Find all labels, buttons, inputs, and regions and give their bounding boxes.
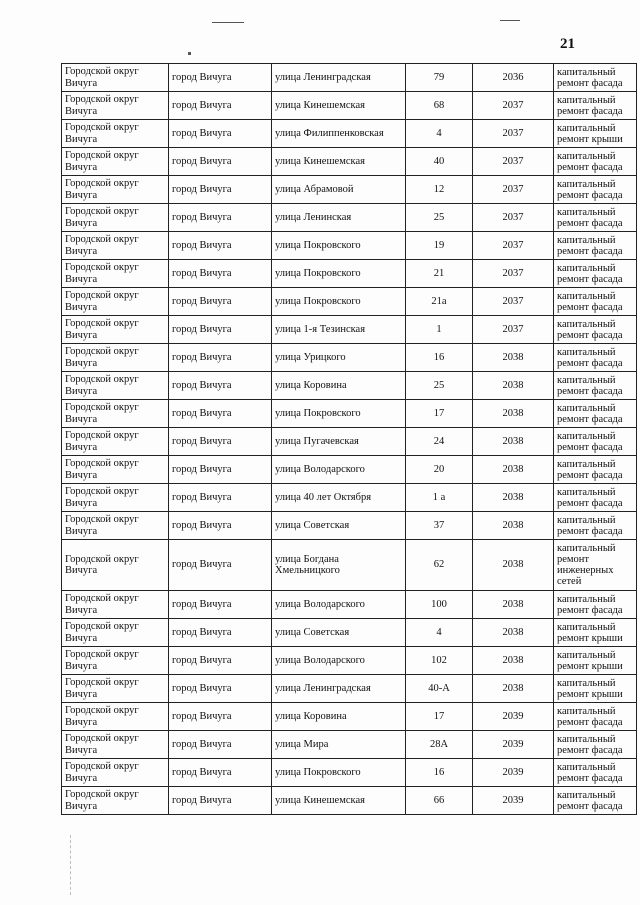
street-cell: улица Ленинградская: [272, 675, 406, 703]
table-row: [62, 759, 637, 787]
okrug-cell: Городской округ Вичуга: [62, 260, 169, 288]
house-number-cell: 37: [406, 512, 473, 540]
street-cell: улица Филиппенковская: [272, 120, 406, 148]
table-row: [62, 204, 637, 232]
house-number-cell: 16: [406, 344, 473, 372]
okrug-cell: Городской округ Вичуга: [62, 316, 169, 344]
work-type-cell: капитальный ремонт фасада: [554, 372, 637, 400]
year-cell: 2038: [473, 456, 554, 484]
street-cell: улица Абрамовой: [272, 176, 406, 204]
work-type-cell: капитальный ремонт фасада: [554, 731, 637, 759]
year-cell: 2038: [473, 372, 554, 400]
work-type-cell: капитальный ремонт фасада: [554, 428, 637, 456]
street-cell: улица 1-я Тезинская: [272, 316, 406, 344]
okrug-cell: Городской округ Вичуга: [62, 64, 169, 92]
city-cell: город Вичуга: [169, 120, 272, 148]
city-cell: город Вичуга: [169, 540, 272, 591]
table-row: [62, 64, 637, 92]
city-cell: город Вичуга: [169, 64, 272, 92]
okrug-cell: Городской округ Вичуга: [62, 204, 169, 232]
year-cell: 2038: [473, 512, 554, 540]
street-cell: улица Мира: [272, 731, 406, 759]
year-cell: 2039: [473, 787, 554, 815]
okrug-cell: Городской округ Вичуга: [62, 456, 169, 484]
street-cell: улица Ленинградская: [272, 64, 406, 92]
city-cell: город Вичуга: [169, 316, 272, 344]
year-cell: 2038: [473, 428, 554, 456]
city-cell: город Вичуга: [169, 484, 272, 512]
okrug-cell: Городской округ Вичуга: [62, 675, 169, 703]
okrug-cell: Городской округ Вичуга: [62, 148, 169, 176]
city-cell: город Вичуга: [169, 731, 272, 759]
city-cell: город Вичуга: [169, 372, 272, 400]
city-cell: город Вичуга: [169, 288, 272, 316]
house-number-cell: 100: [406, 591, 473, 619]
work-type-cell: капитальный ремонт фасада: [554, 204, 637, 232]
street-cell: улица Володарского: [272, 456, 406, 484]
year-cell: 2037: [473, 120, 554, 148]
house-number-cell: 79: [406, 64, 473, 92]
street-cell: улица Покровского: [272, 232, 406, 260]
house-number-cell: 17: [406, 400, 473, 428]
house-number-cell: 4: [406, 619, 473, 647]
work-type-cell: капитальный ремонт фасада: [554, 456, 637, 484]
okrug-cell: Городской округ Вичуга: [62, 484, 169, 512]
year-cell: 2039: [473, 731, 554, 759]
street-cell: улица Пугачевская: [272, 428, 406, 456]
scan-edge-line: [70, 835, 72, 895]
work-type-cell: капитальный ремонт фасада: [554, 344, 637, 372]
scan-mark-top-1: [212, 22, 244, 23]
table-row: [62, 675, 637, 703]
okrug-cell: Городской округ Вичуга: [62, 288, 169, 316]
city-cell: город Вичуга: [169, 92, 272, 120]
city-cell: город Вичуга: [169, 591, 272, 619]
table-row: [62, 92, 637, 120]
table-row: [62, 372, 637, 400]
year-cell: 2037: [473, 176, 554, 204]
work-type-cell: капитальный ремонт фасада: [554, 64, 637, 92]
table-row: [62, 232, 637, 260]
work-type-cell: капитальный ремонт инженерных сетей: [554, 540, 637, 591]
year-cell: 2037: [473, 204, 554, 232]
street-cell: улица Советская: [272, 512, 406, 540]
year-cell: 2037: [473, 232, 554, 260]
year-cell: 2036: [473, 64, 554, 92]
house-number-cell: 4: [406, 120, 473, 148]
street-cell: улица Кинешемская: [272, 92, 406, 120]
work-type-cell: капитальный ремонт фасада: [554, 759, 637, 787]
year-cell: 2038: [473, 619, 554, 647]
house-number-cell: 1 а: [406, 484, 473, 512]
year-cell: 2038: [473, 484, 554, 512]
okrug-cell: Городской округ Вичуга: [62, 591, 169, 619]
work-type-cell: капитальный ремонт фасада: [554, 232, 637, 260]
okrug-cell: Городской округ Вичуга: [62, 703, 169, 731]
okrug-cell: Городской округ Вичуга: [62, 787, 169, 815]
table-row: [62, 591, 637, 619]
scan-mark-top-3: [188, 52, 191, 55]
work-type-cell: капитальный ремонт фасада: [554, 260, 637, 288]
city-cell: город Вичуга: [169, 512, 272, 540]
street-cell: улица Кинешемская: [272, 148, 406, 176]
table-row: [62, 344, 637, 372]
year-cell: 2038: [473, 344, 554, 372]
table-row: [62, 120, 637, 148]
house-number-cell: 62: [406, 540, 473, 591]
scan-mark-top-2: [500, 20, 520, 21]
house-number-cell: 25: [406, 204, 473, 232]
street-cell: улица Покровского: [272, 400, 406, 428]
okrug-cell: Городской округ Вичуга: [62, 176, 169, 204]
table-row: [62, 731, 637, 759]
year-cell: 2038: [473, 400, 554, 428]
street-cell: улица Коровина: [272, 372, 406, 400]
house-number-cell: 1: [406, 316, 473, 344]
city-cell: город Вичуга: [169, 703, 272, 731]
house-number-cell: 25: [406, 372, 473, 400]
okrug-cell: Городской округ Вичуга: [62, 647, 169, 675]
house-number-cell: 21: [406, 260, 473, 288]
street-cell: улица Кинешемская: [272, 787, 406, 815]
house-number-cell: 16: [406, 759, 473, 787]
year-cell: 2037: [473, 260, 554, 288]
street-cell: улица Володарского: [272, 591, 406, 619]
year-cell: 2039: [473, 759, 554, 787]
city-cell: город Вичуга: [169, 456, 272, 484]
work-type-cell: капитальный ремонт фасада: [554, 484, 637, 512]
house-number-cell: 102: [406, 647, 473, 675]
work-type-cell: капитальный ремонт фасада: [554, 591, 637, 619]
work-type-cell: капитальный ремонт фасада: [554, 703, 637, 731]
city-cell: город Вичуга: [169, 260, 272, 288]
okrug-cell: Городской округ Вичуга: [62, 731, 169, 759]
year-cell: 2037: [473, 316, 554, 344]
okrug-cell: Городской округ Вичуга: [62, 400, 169, 428]
work-type-cell: капитальный ремонт крыши: [554, 619, 637, 647]
table-row: [62, 176, 637, 204]
year-cell: 2038: [473, 647, 554, 675]
work-type-cell: капитальный ремонт фасада: [554, 288, 637, 316]
year-cell: 2038: [473, 540, 554, 591]
year-cell: 2037: [473, 92, 554, 120]
okrug-cell: Городской округ Вичуга: [62, 540, 169, 591]
city-cell: город Вичуга: [169, 675, 272, 703]
street-cell: улица Урицкого: [272, 344, 406, 372]
okrug-cell: Городской округ Вичуга: [62, 619, 169, 647]
work-type-cell: капитальный ремонт фасада: [554, 512, 637, 540]
table-row: [62, 512, 637, 540]
year-cell: 2037: [473, 148, 554, 176]
city-cell: город Вичуга: [169, 759, 272, 787]
year-cell: 2039: [473, 703, 554, 731]
street-cell: улица Покровского: [272, 288, 406, 316]
okrug-cell: Городской округ Вичуга: [62, 232, 169, 260]
house-number-cell: 12: [406, 176, 473, 204]
work-type-cell: капитальный ремонт фасада: [554, 176, 637, 204]
work-type-cell: капитальный ремонт крыши: [554, 647, 637, 675]
street-cell: улица 40 лет Октября: [272, 484, 406, 512]
street-cell: улица Покровского: [272, 260, 406, 288]
house-number-cell: 28А: [406, 731, 473, 759]
register-table: [61, 63, 637, 815]
city-cell: город Вичуга: [169, 787, 272, 815]
work-type-cell: капитальный ремонт фасада: [554, 92, 637, 120]
table-row: [62, 400, 637, 428]
street-cell: улица Володарского: [272, 647, 406, 675]
table-row: [62, 288, 637, 316]
street-cell: улица Покровского: [272, 759, 406, 787]
year-cell: 2037: [473, 288, 554, 316]
table-row: [62, 787, 637, 815]
table-row: [62, 148, 637, 176]
table-row: [62, 316, 637, 344]
table-row: [62, 260, 637, 288]
street-cell: улица Коровина: [272, 703, 406, 731]
table-row: [62, 428, 637, 456]
okrug-cell: Городской округ Вичуга: [62, 344, 169, 372]
house-number-cell: 19: [406, 232, 473, 260]
house-number-cell: 17: [406, 703, 473, 731]
street-cell: улица Богдана Хмельницкого: [272, 540, 406, 591]
table-row: [62, 703, 637, 731]
house-number-cell: 24: [406, 428, 473, 456]
okrug-cell: Городской округ Вичуга: [62, 120, 169, 148]
year-cell: 2038: [473, 591, 554, 619]
work-type-cell: капитальный ремонт крыши: [554, 120, 637, 148]
table-row: [62, 456, 637, 484]
table-row: [62, 484, 637, 512]
work-type-cell: капитальный ремонт крыши: [554, 675, 637, 703]
city-cell: город Вичуга: [169, 619, 272, 647]
okrug-cell: Городской округ Вичуга: [62, 512, 169, 540]
city-cell: город Вичуга: [169, 204, 272, 232]
city-cell: город Вичуга: [169, 232, 272, 260]
page-number: 21: [560, 36, 575, 52]
street-cell: улица Ленинская: [272, 204, 406, 232]
register-table-body: [62, 64, 637, 815]
table-row: [62, 647, 637, 675]
table-row: [62, 619, 637, 647]
work-type-cell: капитальный ремонт фасада: [554, 400, 637, 428]
table-row: [62, 540, 637, 591]
okrug-cell: Городской округ Вичуга: [62, 759, 169, 787]
okrug-cell: Городской округ Вичуга: [62, 92, 169, 120]
okrug-cell: Городской округ Вичуга: [62, 428, 169, 456]
work-type-cell: капитальный ремонт фасада: [554, 787, 637, 815]
city-cell: город Вичуга: [169, 148, 272, 176]
work-type-cell: капитальный ремонт фасада: [554, 316, 637, 344]
city-cell: город Вичуга: [169, 428, 272, 456]
house-number-cell: 68: [406, 92, 473, 120]
house-number-cell: 40: [406, 148, 473, 176]
house-number-cell: 40-А: [406, 675, 473, 703]
street-cell: улица Советская: [272, 619, 406, 647]
year-cell: 2038: [473, 675, 554, 703]
house-number-cell: 20: [406, 456, 473, 484]
city-cell: город Вичуга: [169, 647, 272, 675]
city-cell: город Вичуга: [169, 400, 272, 428]
city-cell: город Вичуга: [169, 176, 272, 204]
house-number-cell: 21а: [406, 288, 473, 316]
okrug-cell: Городской округ Вичуга: [62, 372, 169, 400]
house-number-cell: 66: [406, 787, 473, 815]
city-cell: город Вичуга: [169, 344, 272, 372]
work-type-cell: капитальный ремонт фасада: [554, 148, 637, 176]
